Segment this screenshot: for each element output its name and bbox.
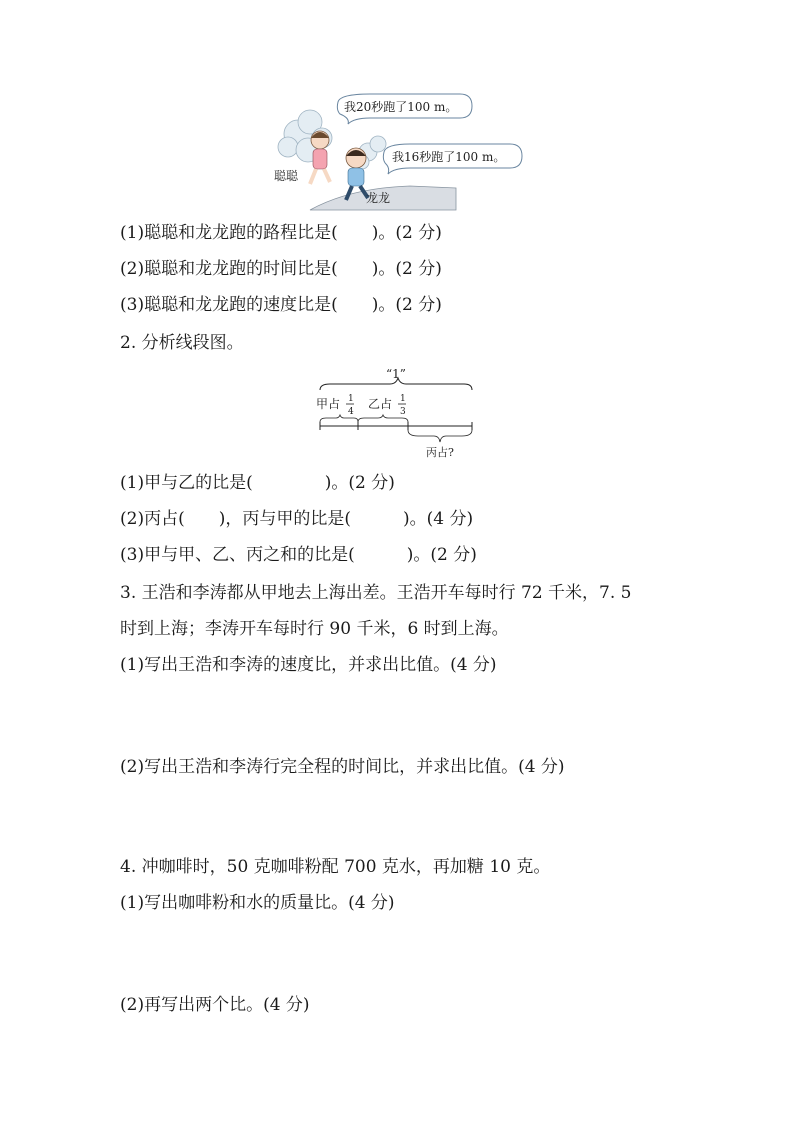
running-kids-illustration — [270, 92, 530, 212]
q1-part1-score: )。(2 分) — [371, 223, 442, 243]
q1-part3 — [120, 294, 442, 316]
name-congcong: 聪聪 — [274, 169, 299, 183]
q2-part2-score: )。(4 分) — [402, 509, 474, 529]
kid-congcong — [310, 131, 330, 184]
q3-part1: (1)写出王浩和李涛的速度比，并求出比值。(4 分) — [120, 655, 497, 675]
q3-part2: (2)写出王浩和李涛行完全程的时间比，并求出比值。(4 分) — [120, 757, 565, 777]
q3-line2: 时到上海；李涛开车每时行 90 千米，6 时到上海。 — [120, 619, 509, 639]
jia-label: 甲占 — [316, 397, 341, 411]
bing-label: 丙占? — [426, 446, 454, 459]
line-segment-diagram — [312, 362, 482, 466]
q1-part1-text: (1)聪聪和龙龙跑的路程比是( — [120, 223, 338, 243]
yi-numerator: 1 — [400, 394, 406, 404]
yi-label: 乙占 — [368, 397, 393, 411]
diagram-whole-label: “1” — [386, 367, 406, 381]
q1-part2-text: (2)聪聪和龙龙跑的时间比是( — [120, 259, 338, 279]
bubble-1-text: 我20秒跑了100 m。 — [344, 100, 458, 114]
q1-part3-score: )。(2 分) — [371, 295, 442, 315]
q4-part2: (2)再写出两个比。(4 分) — [120, 995, 310, 1015]
q1-part1 — [120, 222, 442, 244]
q2-part3-text: (3)甲与甲、乙、丙之和的比是( — [120, 545, 355, 565]
q2-part2 — [120, 508, 473, 530]
q1-part2 — [120, 258, 442, 280]
bing-brace — [408, 430, 472, 442]
q2-part1 — [120, 472, 395, 494]
jia-numerator: 1 — [348, 394, 354, 404]
q4-part1: (1)写出咖啡粉和水的质量比。(4 分) — [120, 893, 395, 913]
q1-part3-text: (3)聪聪和龙龙跑的速度比是( — [120, 295, 338, 315]
yi-denominator: 3 — [400, 407, 406, 417]
q2-part3 — [120, 544, 477, 566]
q3-line1: 3. 王浩和李涛都从甲地去上海出差。王浩开车每时行 72 千米，7. 5 — [120, 583, 632, 603]
q2-title: 2. 分析线段图。 — [120, 333, 244, 353]
q2-part2-text-b: )，丙与甲的比是( — [218, 509, 351, 529]
q4-line1: 4. 冲咖啡时，50 克咖啡粉配 700 克水，再加糖 10 克。 — [120, 857, 551, 877]
q2-part2-text-a: (2)丙占( — [120, 509, 185, 529]
name-longlong: 龙龙 — [366, 191, 391, 205]
q2-part1-score: )。(2 分) — [324, 473, 395, 493]
q2-part3-score: )。(2 分) — [406, 545, 477, 565]
jia-denominator: 4 — [348, 407, 354, 417]
q1-part2-score: )。(2 分) — [371, 259, 442, 279]
bubble-2-text: 我16秒跑了100 m。 — [392, 150, 506, 164]
q2-part1-text: (1)甲与乙的比是( — [120, 473, 253, 493]
